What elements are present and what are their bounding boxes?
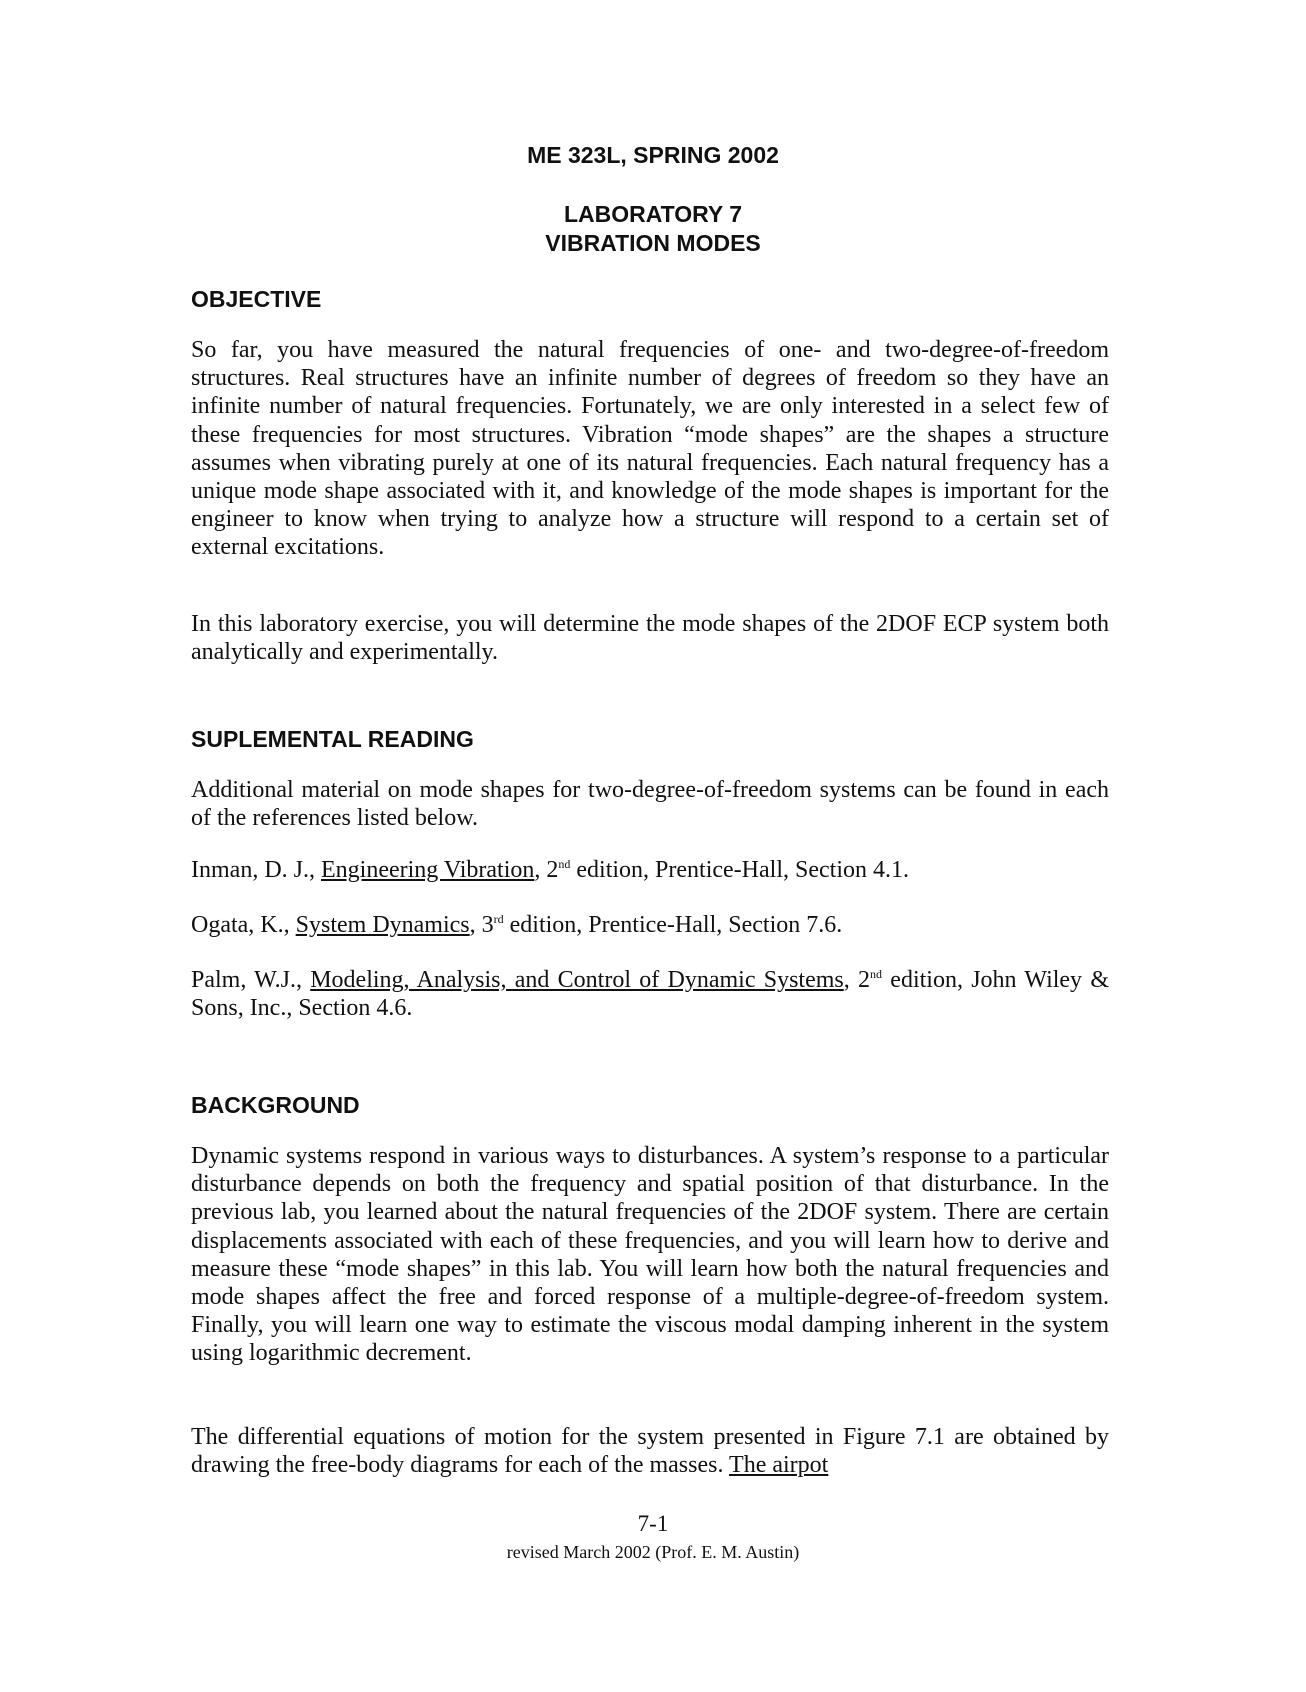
reference-author: Inman, D. J., — [191, 857, 321, 883]
lab-title: LABORATORY 7 — [563, 201, 743, 227]
reference-publisher: edition, Prentice-Hall, Section 7.6. — [503, 912, 843, 938]
reference-title: System Dynamics — [295, 912, 470, 938]
background-heading: BACKGROUND — [191, 1092, 360, 1118]
background-paragraph-2-underlined: The airpot — [729, 1452, 829, 1479]
reference-edition: , 3 — [469, 912, 494, 938]
background-paragraph-2 — [191, 1423, 1109, 1479]
reference-author: Palm, W.J., — [191, 967, 311, 993]
reading-heading: SUPLEMENTAL READING — [191, 726, 474, 752]
reference-title: Engineering Vibration — [320, 857, 535, 883]
course-title: ME 323L, SPRING 2002 — [527, 142, 779, 168]
reference-ordinal: nd — [558, 857, 571, 871]
page-number: 7-1 — [637, 1511, 669, 1536]
reference-ordinal: nd — [870, 967, 883, 981]
revision-note: revised March 2002 (Prof. E. M. Austin) — [506, 1542, 800, 1562]
reference-item — [191, 911, 1109, 939]
reference-item — [191, 966, 1109, 1022]
reference-edition: , 2 — [534, 857, 559, 883]
reading-intro: Additional material on mode shapes for two-degree-of-freedom systems can be found in each of the references listed below. — [191, 777, 1109, 832]
background-paragraph-2-text: The differential equations of motion for the system presented in Figure 7.1 are obtained by drawing the free-body diagrams for each of the masses. — [191, 1424, 1109, 1479]
objective-paragraph-1: So far, you have measured the natural frequencies of one- and two-degree-of-freedom structures. Real structures have an infinite number of degrees of freedom so they have an infinite number of natural frequencies. Fortunately, we are only interested in a select few of these frequencies for most structures. Vibration “mode shapes” are the shapes a structure assumes when vibrating purely at one of its natural frequencies. Each natural frequency has a unique mode shape associated with it, and knowledge of the mode shapes is important for the engineer to know when trying to analyze how a structure will respond to a certain set of external excitations. — [191, 337, 1109, 561]
lab-subtitle: VIBRATION MODES — [545, 230, 761, 256]
background-paragraph-1: Dynamic systems respond in various ways to disturbances. A system’s response to a particular disturbance depends on both the frequency and spatial position of that disturbance. In the previous lab, you learned about the natural frequencies of the 2DOF system. There are certain displacements associated with each of these frequencies, and you will learn how to derive and measure these “mode shapes” in this lab. You will learn how both the natural frequencies and mode shapes affect the free and forced response of a multiple-degree-of-freedom system. Finally, you will learn one way to estimate the viscous modal damping inherent in the system using logarithmic decrement. — [191, 1143, 1109, 1367]
reference-publisher: edition, John Wiley & Sons, Inc., Section 4.6. — [191, 967, 1109, 1021]
objective-heading: OBJECTIVE — [191, 286, 322, 312]
reference-title: Modeling, Analysis, and Control of Dynamic Systems — [310, 967, 844, 993]
reference-item — [191, 856, 1109, 884]
reference-edition: , 2 — [843, 967, 871, 993]
objective-paragraph-2: In this laboratory exercise, you will determine the mode shapes of the 2DOF ECP system both analytically and experimentally. — [191, 611, 1109, 666]
reference-publisher: edition, Prentice-Hall, Section 4.1. — [570, 857, 909, 883]
reference-author: Ogata, K., — [191, 912, 296, 938]
reference-ordinal: rd — [493, 912, 504, 926]
